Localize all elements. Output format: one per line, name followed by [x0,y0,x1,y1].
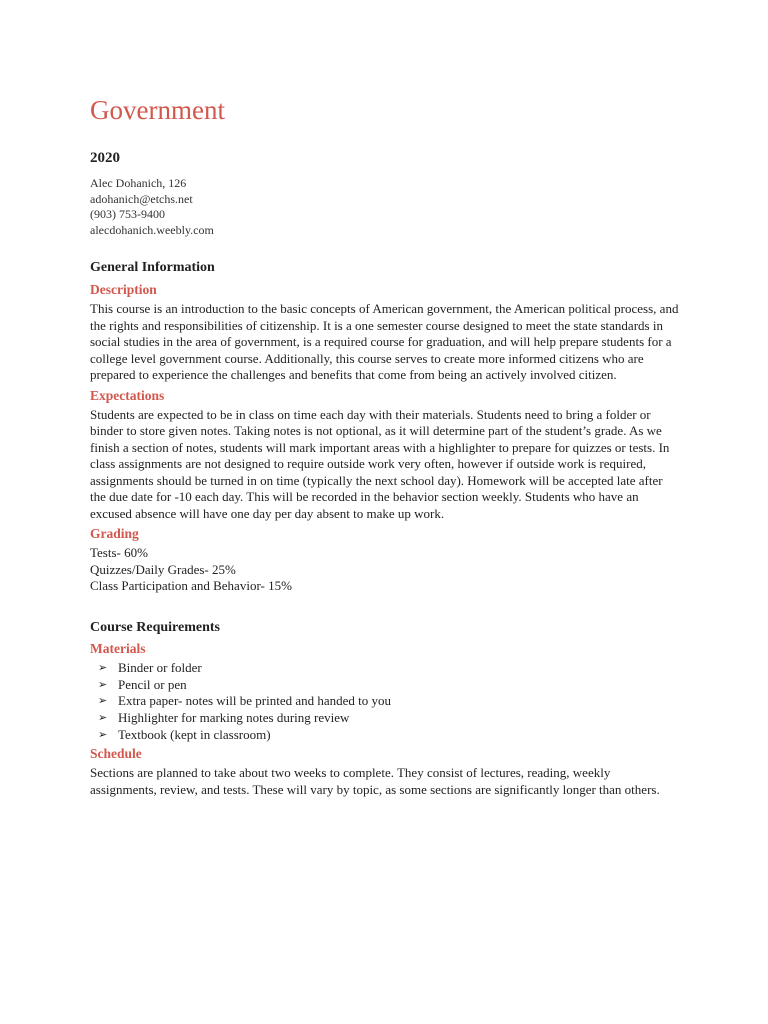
grading-tests: Tests- 60% [90,545,148,561]
arrow-bullet-icon: ➢ [98,661,108,674]
list-item: ➢ Extra paper- notes will be printed and handed to you [98,693,392,709]
list-item: ➢ Highlighter for marking notes during review [98,709,350,725]
list-item: ➢ Pencil or pen [98,676,187,692]
grading-list [90,545,680,595]
expectations-heading: Expectations [90,387,165,403]
grading-participation: Class Participation and Behavior- 15% [90,578,292,594]
arrow-bullet-icon: ➢ [98,695,108,708]
schedule-text: Sections are planned to take about two weeks to complete. They consist of lectures, reading, weekly assignments, review, and tests. These will vary by topic, as some sections are significantly longer than others. [90,765,660,797]
grading-heading: Grading [90,526,139,542]
document-title: Government [90,95,225,125]
arrow-bullet-icon: ➢ [98,678,108,691]
expectations-text: Students are expected to be in class on time each day with their materials. Students need to bring a folder or binder to store given notes. Taking notes is not optional, as it will determine part of the student’s grade. As we finish a section of notes, students will mark important areas with a highlighter to prepare for quizzes or tests. In class assignments are not designed to require outside work very often, however if outside work is required, assignments should be turned in on time (typically the next school day). Homework will be accepted late after the due date for -10 each day. This will be recorded in the behavior section weekly. Students who have an excused absence will have one day per day absent to make up work. [90,406,670,521]
list-item: ➢ Binder or folder [98,659,202,675]
materials-heading: Materials [90,640,146,656]
contact-block [90,176,680,238]
teacher-phone: (903) 753-9400 [90,207,165,222]
course-requirements-heading: Course Requirements [90,619,221,635]
arrow-bullet-icon: ➢ [98,711,108,724]
grading-quizzes: Quizzes/Daily Grades- 25% [90,561,236,577]
materials-list [90,660,680,744]
description-heading: Description [90,282,157,298]
description-text: This course is an introduction to the basic concepts of American government, the American political process, and the rights and responsibilities of citizenship. It is a one semester course designed to meet the state standards in social studies in the area of government, is a required course for graduation, and will help prepare students for a college level government course. Additionally, this course serves to create more informed citizens who are prepared to experience the challenges and benefits that come from being an actively involved citizen. [90,301,679,383]
teacher-website: alecdohanich.weebly.com [90,222,214,237]
arrow-bullet-icon: ➢ [98,728,108,741]
list-item: ➢ Textbook (kept in classroom) [98,726,271,742]
teacher-email: adohanich@etchs.net [90,191,193,206]
year-heading: 2020 [90,150,120,166]
document-content [90,92,680,798]
teacher-name-room: Alec Dohanich, 126 [90,176,187,190]
schedule-heading: Schedule [90,746,142,762]
general-information-heading: General Information [90,260,215,276]
